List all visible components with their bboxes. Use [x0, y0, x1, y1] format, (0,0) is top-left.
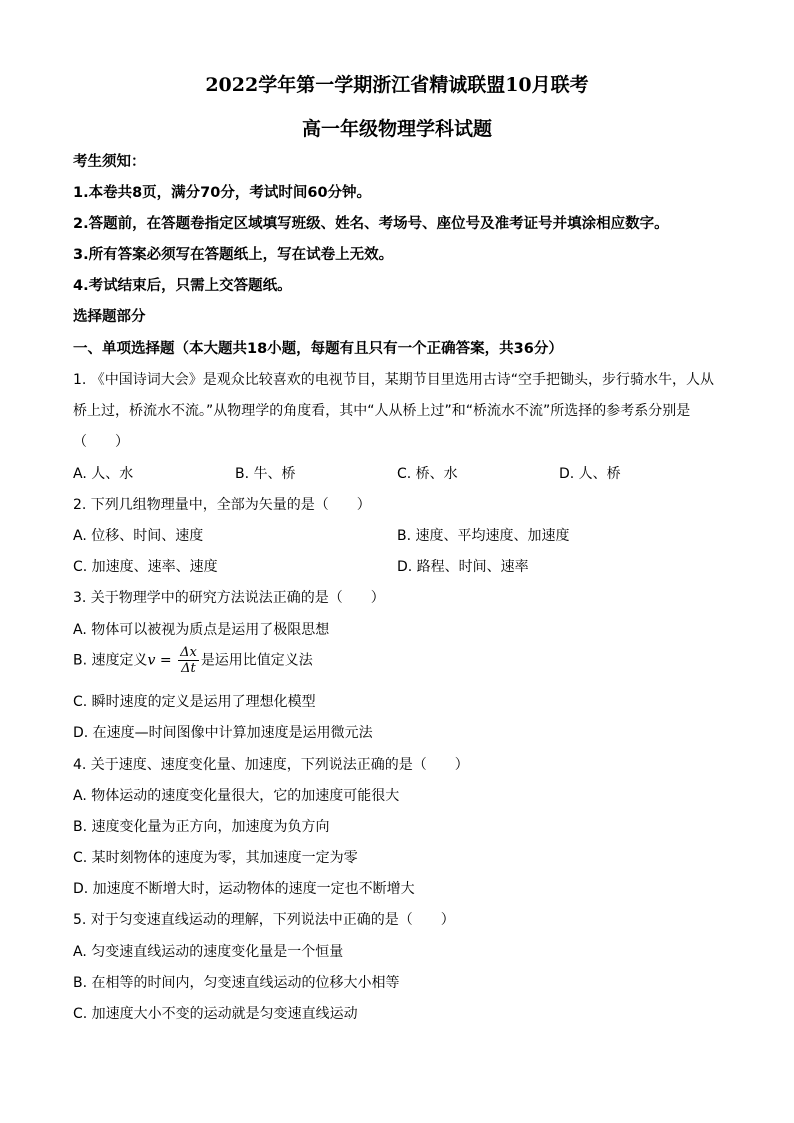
question-1-stem: 1. 《中国诗词大会》是观众比较喜欢的电视节目，某期节目里选用古诗“空手把锄头，步行骑水牛，人从 — [73, 372, 715, 388]
question-1-blank: （ ） — [73, 434, 129, 450]
question-1-option-b: B. 牛、桥 — [235, 466, 296, 482]
question-5-option-c: C. 加速度大小不变的运动就是匀变速直线运动 — [73, 1006, 358, 1022]
question-4-stem: 4. 关于速度、速度变化量、加速度，下列说法正确的是（ ） — [73, 757, 469, 773]
velocity-symbol: v — [147, 652, 156, 669]
question-1-stem-cont: 桥上过，桥流水不流。”从物理学的角度看，其中“人从桥上过”和“桥流水不流”所选择的参考系分别是 — [73, 403, 691, 419]
question-2-option-d: D. 路程、时间、速率 — [397, 559, 529, 575]
question-4-option-c: C. 某时刻物体的速度为零，其加速度一定为零 — [73, 850, 358, 866]
option-b-prefix: B. 速度定义 — [73, 652, 148, 669]
question-5-stem: 5. 对于匀变速直线运动的理解，下列说法中正确的是（ ） — [73, 912, 455, 928]
notice-heading: 考生须知： — [73, 154, 146, 170]
question-3-option-b — [73, 645, 313, 676]
notice-item: 1.本卷共8页，满分70分，考试时间60分钟。 — [73, 185, 372, 201]
velocity-fraction — [178, 645, 199, 676]
fraction-denominator: Δt — [181, 661, 196, 676]
question-5-option-b: B. 在相等的时间内，匀变速直线运动的位移大小相等 — [73, 975, 400, 991]
section-heading: 一、单项选择题（本大题共18小题，每题有且只有一个正确答案，共36分） — [73, 341, 563, 357]
question-1-option-d: D. 人、桥 — [559, 466, 621, 482]
question-3-option-d: D. 在速度—时间图像中计算加速度是运用微元法 — [73, 725, 373, 741]
question-2-option-a: A. 位移、时间、速度 — [73, 528, 204, 544]
question-3-stem: 3. 关于物理学中的研究方法说法正确的是（ ） — [73, 590, 385, 606]
question-3-option-c: C. 瞬时速度的定义是运用了理想化模型 — [73, 694, 316, 710]
notice-item: 4.考试结束后，只需上交答题纸。 — [73, 278, 292, 294]
option-b-suffix: 是运用比值定义法 — [200, 652, 313, 669]
notice-item: 3.所有答案必须写在答题纸上，写在试卷上无效。 — [73, 247, 394, 263]
exam-subtitle: 高一年级物理学科试题 — [301, 118, 492, 140]
fraction-numerator: Δx — [180, 645, 197, 660]
question-1-option-a: A. 人、水 — [73, 466, 134, 482]
question-3-option-a: A. 物体可以被视为质点是运用了极限思想 — [73, 622, 330, 638]
question-4-option-a: A. 物体运动的速度变化量很大，它的加速度可能很大 — [73, 788, 400, 804]
notice-item: 2.答题前，在答题卷指定区域填写班级、姓名、考场号、座位号及准考证号并填涂相应数字。 — [73, 216, 669, 232]
question-2-option-b: B. 速度、平均速度、加速度 — [397, 528, 570, 544]
question-2-stem: 2. 下列几组物理量中，全部为矢量的是（ ） — [73, 497, 371, 513]
question-4-option-b: B. 速度变化量为正方向，加速度为负方向 — [73, 819, 330, 835]
question-4-option-d: D. 加速度不断增大时，运动物体的速度一定也不断增大 — [73, 881, 415, 897]
equals-sign: = — [155, 652, 177, 669]
question-5-option-a: A. 匀变速直线运动的速度变化量是一个恒量 — [73, 944, 344, 960]
question-1-option-c: C. 桥、水 — [397, 466, 458, 482]
exam-title: 2022学年第一学期浙江省精诚联盟10月联考 — [205, 74, 589, 96]
section-part: 选择题部分 — [73, 309, 146, 325]
question-2-option-c: C. 加速度、速率、速度 — [73, 559, 218, 575]
